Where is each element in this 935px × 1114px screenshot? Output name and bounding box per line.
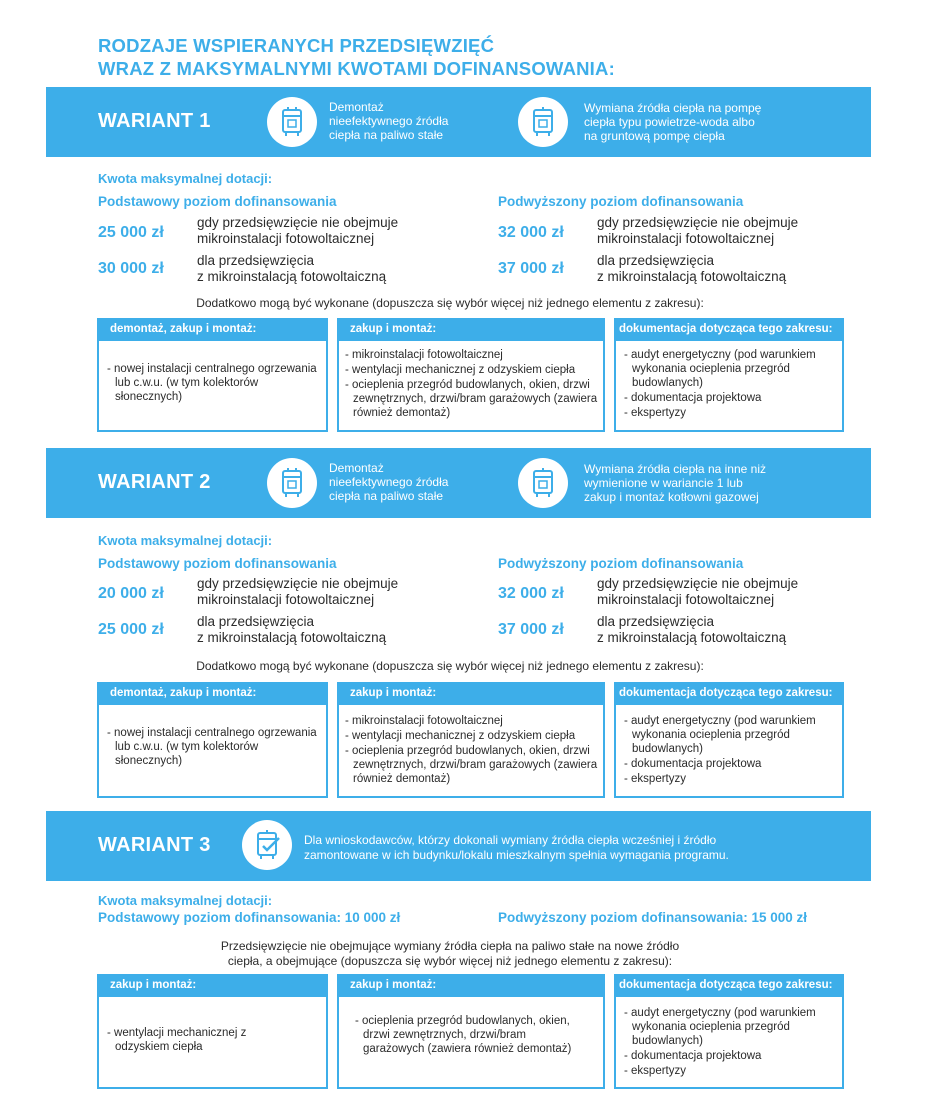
list-item: - nowej instalacji centralnego ogrzewania lub c.w.u. (w tym kolektorów słonecznych) xyxy=(107,363,317,403)
checked-boiler-icon xyxy=(242,820,292,870)
wariant1-increased-label: Podwyższony poziom dofinansowania xyxy=(498,194,744,209)
wariant2-basic-amount-1: 20 000 zł xyxy=(98,585,164,602)
list-item: - ekspertyzy xyxy=(624,773,686,785)
wariant3-band xyxy=(46,811,871,881)
heat-pump-icon xyxy=(518,97,568,147)
list-item: - dokumentacja projektowa xyxy=(624,758,762,770)
list-item: - dokumentacja projektowa xyxy=(624,1050,762,1062)
wariant1-increased-desc-2: dla przedsięwzięcia z mikroinstalacją fotowoltaiczną xyxy=(597,253,787,284)
wariant2-increased-label: Podwyższony poziom dofinansowania xyxy=(498,556,744,571)
box-list xyxy=(624,348,840,421)
title-line-1: RODZAJE WSPIERANYCH PRZEDSIĘWZIĘĆ xyxy=(98,35,495,56)
wariant2-basic-desc-1: gdy przedsięwzięcie nie obejmuje mikroinstalacji fotowoltaicznej xyxy=(197,576,399,607)
wariant2-increased-desc-1: gdy przedsięwzięcie nie obejmuje mikroinstalacji fotowoltaicznej xyxy=(597,576,799,607)
title-line-2: WRAZ Z MAKSYMALNYMI KWOTAMI DOFINANSOWANIA: xyxy=(98,58,615,79)
wariant1-band xyxy=(46,87,871,157)
list-item: - mikroinstalacji fotowoltaicznej xyxy=(345,349,503,361)
list-item: - ocieplenia przegród budowlanych, okien, drzwi zewnętrznych, drzwi/bram garażowych (zawiera również demontaż) xyxy=(345,379,598,419)
wariant2-increased-desc-2: dla przedsięwzięcia z mikroinstalacją fotowoltaiczną xyxy=(597,614,787,645)
wariant1-action-2: Wymiana źródła ciepła na pompę ciepła typu powietrze-woda albo na gruntową pompę ciepła xyxy=(584,101,762,143)
wariant2-band xyxy=(46,448,871,518)
wariant1-increased-amount-2: 37 000 zł xyxy=(498,260,564,277)
box-list xyxy=(355,1014,580,1057)
wariant2-basic-label: Podstawowy poziom dofinansowania xyxy=(98,556,337,571)
wariant2-box-2 xyxy=(337,682,605,798)
wariant1-box-3 xyxy=(614,318,844,432)
wariant2-box-1 xyxy=(97,682,328,798)
list-item: - dokumentacja projektowa xyxy=(624,392,762,404)
box-header: zakup i montaż: xyxy=(337,974,605,997)
box-header: dokumentacja dotycząca tego zakresu: xyxy=(614,682,844,705)
wariant2-action-1: Demontaż nieefektywnego źródła ciepła na paliwo stałe xyxy=(329,461,449,503)
wariant2-increased-amount-2: 37 000 zł xyxy=(498,621,564,638)
boiler-icon xyxy=(267,458,317,508)
wariant3-label: WARIANT 3 xyxy=(98,834,211,856)
wariant1-basic-desc-1: gdy przedsięwzięcie nie obejmuje mikroinstalacji fotowoltaicznej xyxy=(197,215,399,246)
wariant1-dodatkowo: Dodatkowo mogą być wykonane (dopuszcza się wybór więcej niż jednego elementu z zakresu): xyxy=(196,296,704,310)
box-header: dokumentacja dotycząca tego zakresu: xyxy=(614,318,844,341)
wariant3-basic: Podstawowy poziom dofinansowania: 10 000 zł xyxy=(98,910,401,925)
wariant1-box-1 xyxy=(97,318,328,432)
wariant3-box-3 xyxy=(614,974,844,1089)
box-list xyxy=(624,714,840,787)
wariant2-action-2: Wymiana źródła ciepła na inne niż wymienione w wariancie 1 lub zakup i montaż kotłowni gazowej xyxy=(584,462,766,504)
box-header: zakup i montaż: xyxy=(97,974,328,997)
wariant3-box-1 xyxy=(97,974,328,1089)
wariant1-increased-desc-1: gdy przedsięwzięcie nie obejmuje mikroinstalacji fotowoltaicznej xyxy=(597,215,799,246)
list-item: - wentylacji mechanicznej z odzyskiem ciepła xyxy=(107,1027,247,1053)
wariant2-basic-desc-2: dla przedsięwzięcia z mikroinstalacją fotowoltaiczną xyxy=(197,614,387,645)
wariant2-dodatkowo: Dodatkowo mogą być wykonane (dopuszcza się wybór więcej niż jednego elementu z zakresu): xyxy=(196,659,704,673)
list-item: - audyt energetyczny (pod warunkiem wykonania ocieplenia przegród budowlanych) xyxy=(624,1007,816,1047)
heat-source-icon xyxy=(518,458,568,508)
boiler-icon xyxy=(267,97,317,147)
list-item: - ekspertyzy xyxy=(624,407,686,419)
box-header: demontaż, zakup i montaż: xyxy=(97,318,328,341)
wariant1-label: WARIANT 1 xyxy=(98,110,211,132)
box-header: dokumentacja dotycząca tego zakresu: xyxy=(614,974,844,997)
wariant1-increased-amount-1: 32 000 zł xyxy=(498,224,564,241)
wariant3-kwota: Kwota maksymalnej dotacji: xyxy=(98,893,273,908)
wariant1-box-2 xyxy=(337,318,605,432)
wariant2-kwota: Kwota maksymalnej dotacji: xyxy=(98,533,273,548)
list-item: - ekspertyzy xyxy=(624,1065,686,1077)
list-item: - wentylacji mechanicznej z odzyskiem ciepła xyxy=(345,730,576,742)
wariant1-basic-amount-1: 25 000 zł xyxy=(98,224,164,241)
wariant2-box-3 xyxy=(614,682,844,798)
wariant3-action: Dla wnioskodawców, którzy dokonali wymiany źródła ciepła wcześniej i źródło zamontowane w ich budynku/lokalu mieszkalnym spełnia wymagania programu. xyxy=(304,833,729,862)
wariant3-intro: Przedsięwzięcie nie obejmujące wymiany źródła ciepła na paliwo stałe na nowe źródło ciepła, a obejmujące (dopuszcza się wybór więcej niż jednego elementu z zakresu): xyxy=(220,939,680,968)
box-list xyxy=(107,726,317,769)
box-list xyxy=(624,1006,840,1079)
box-list xyxy=(345,714,603,787)
list-item: - audyt energetyczny (pod warunkiem wykonania ocieplenia przegród budowlanych) xyxy=(624,715,816,755)
wariant1-basic-amount-2: 30 000 zł xyxy=(98,260,164,277)
wariant3-box-2 xyxy=(337,974,605,1089)
wariant1-basic-desc-2: dla przedsięwzięcia z mikroinstalacją fotowoltaiczną xyxy=(197,253,387,284)
box-list xyxy=(107,362,317,405)
wariant1-basic-label: Podstawowy poziom dofinansowania xyxy=(98,194,337,209)
list-item: - ocieplenia przegród budowlanych, okien, drzwi zewnętrznych, drzwi/bram garażowych (zawiera również demontaż) xyxy=(345,745,598,785)
box-header: zakup i montaż: xyxy=(337,318,605,341)
list-item: - ocieplenia przegród budowlanych, okien, drzwi zewnętrznych, drzwi/bram garażowych (zawiera również demontaż) xyxy=(355,1015,572,1055)
wariant2-increased-amount-1: 32 000 zł xyxy=(498,585,564,602)
wariant3-increased: Podwyższony poziom dofinansowania: 15 000 zł xyxy=(498,910,808,925)
list-item: - nowej instalacji centralnego ogrzewania lub c.w.u. (w tym kolektorów słonecznych) xyxy=(107,727,317,767)
wariant1-kwota: Kwota maksymalnej dotacji: xyxy=(98,171,273,186)
page-title xyxy=(98,34,615,80)
list-item: - wentylacji mechanicznej z odzyskiem ciepła xyxy=(345,364,576,376)
wariant1-action-1: Demontaż nieefektywnego źródła ciepła na paliwo stałe xyxy=(329,100,449,142)
list-item: - audyt energetyczny (pod warunkiem wykonania ocieplenia przegród budowlanych) xyxy=(624,349,816,389)
box-header: demontaż, zakup i montaż: xyxy=(97,682,328,705)
list-item: - mikroinstalacji fotowoltaicznej xyxy=(345,715,503,727)
box-list xyxy=(345,348,600,421)
box-header: zakup i montaż: xyxy=(337,682,605,705)
wariant2-label: WARIANT 2 xyxy=(98,471,211,493)
wariant2-basic-amount-2: 25 000 zł xyxy=(98,621,164,638)
box-list xyxy=(107,1026,267,1055)
